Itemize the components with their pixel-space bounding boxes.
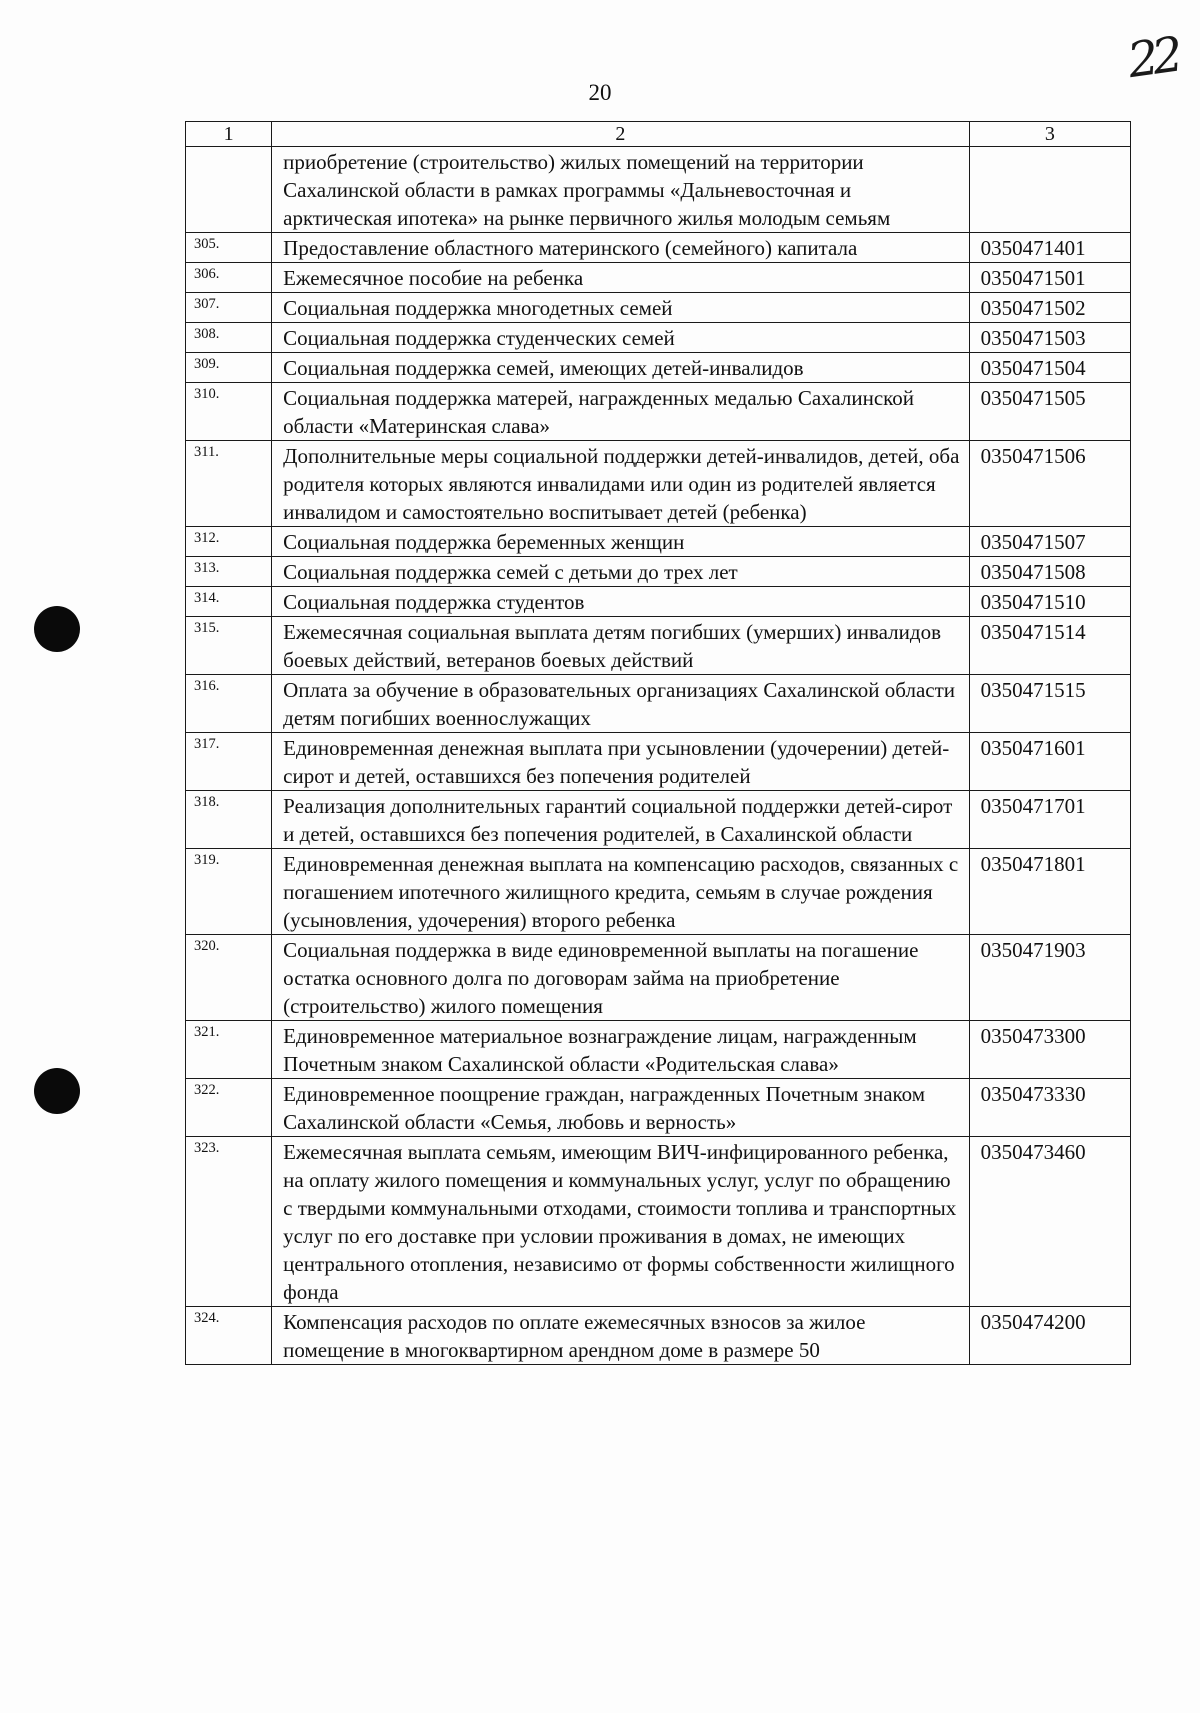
row-description: Предоставление областного материнского (семейного) капитала bbox=[272, 233, 969, 263]
row-description: Социальная поддержка матерей, награжденных медалью Сахалинской области «Материнская слава» bbox=[272, 383, 969, 441]
row-code: 0350471701 bbox=[969, 791, 1130, 849]
row-description: Социальная поддержка студенческих семей bbox=[272, 323, 969, 353]
table-row bbox=[186, 147, 1131, 233]
row-number: 318. bbox=[186, 791, 272, 849]
row-code: 0350471506 bbox=[969, 441, 1130, 527]
row-number: 323. bbox=[186, 1137, 272, 1307]
row-code: 0350471505 bbox=[969, 383, 1130, 441]
row-number: 313. bbox=[186, 557, 272, 587]
row-description: Единовременная денежная выплата на компенсацию расходов, связанных с погашением ипотечного жилищного кредита, семьям в случае рождения (усыновления, удочерения) второго ребенка bbox=[272, 849, 969, 935]
row-code: 0350471514 bbox=[969, 617, 1130, 675]
row-description: Оплата за обучение в образовательных организациях Сахалинской области детям погибших военнослужащих bbox=[272, 675, 969, 733]
table-row bbox=[186, 1021, 1131, 1079]
row-code: 0350473330 bbox=[969, 1079, 1130, 1137]
row-code: 0350473300 bbox=[969, 1021, 1130, 1079]
row-code: 0350471502 bbox=[969, 293, 1130, 323]
row-description: Дополнительные меры социальной поддержки детей-инвалидов, детей, оба родителя которых являются инвалидами или один из родителей является инвалидом и самостоятельно воспитывает детей (ребенка) bbox=[272, 441, 969, 527]
punch-hole bbox=[34, 606, 80, 652]
row-description: Социальная поддержка многодетных семей bbox=[272, 293, 969, 323]
row-code: 0350471507 bbox=[969, 527, 1130, 557]
row-code: 0350471501 bbox=[969, 263, 1130, 293]
row-description: Ежемесячная выплата семьям, имеющим ВИЧ-инфицированного ребенка, на оплату жилого помещения и коммунальных услуг, услуг по обращению с твердыми коммунальными отходами, стоимости топлива и транспортных услуг по его доставке при условии проживания в домах, не имеющих центрального отопления, независимо от формы собственности жилищного фонда bbox=[272, 1137, 969, 1307]
row-code: 0350471504 bbox=[969, 353, 1130, 383]
row-number: 308. bbox=[186, 323, 272, 353]
page-number: 20 bbox=[588, 80, 612, 105]
row-description: Единовременное материальное вознаграждение лицам, награжденным Почетным знаком Сахалинской области «Родительская слава» bbox=[272, 1021, 969, 1079]
row-description: Социальная поддержка семей, имеющих детей-инвалидов bbox=[272, 353, 969, 383]
table-row bbox=[186, 557, 1131, 587]
row-description: Социальная поддержка семей с детьми до трех лет bbox=[272, 557, 969, 587]
table-row bbox=[186, 263, 1131, 293]
row-number: 307. bbox=[186, 293, 272, 323]
row-description: Единовременное поощрение граждан, награжденных Почетным знаком Сахалинской области «Семья, любовь и верность» bbox=[272, 1079, 969, 1137]
column-header-code: 3 bbox=[969, 122, 1130, 147]
column-header-number: 1 bbox=[186, 122, 272, 147]
table-row bbox=[186, 441, 1131, 527]
table-row bbox=[186, 675, 1131, 733]
row-number: 317. bbox=[186, 733, 272, 791]
row-number: 316. bbox=[186, 675, 272, 733]
table-row bbox=[186, 527, 1131, 557]
row-code: 0350471801 bbox=[969, 849, 1130, 935]
table-header-row bbox=[186, 122, 1131, 147]
row-number bbox=[186, 147, 272, 233]
row-number: 314. bbox=[186, 587, 272, 617]
row-number: 320. bbox=[186, 935, 272, 1021]
handwritten-page-mark: 22 bbox=[1124, 26, 1181, 90]
row-code: 0350474200 bbox=[969, 1307, 1130, 1365]
table-body bbox=[186, 147, 1131, 1365]
row-description: Социальная поддержка в виде единовременной выплаты на погашение остатка основного долга по договорам займа на приобретение (строительство) жилого помещения bbox=[272, 935, 969, 1021]
table-row bbox=[186, 1137, 1131, 1307]
row-description: Реализация дополнительных гарантий социальной поддержки детей-сирот и детей, оставшихся без попечения родителей, в Сахалинской области bbox=[272, 791, 969, 849]
row-code bbox=[969, 147, 1130, 233]
row-number: 322. bbox=[186, 1079, 272, 1137]
row-description: Ежемесячная социальная выплата детям погибших (умерших) инвалидов боевых действий, ветеранов боевых действий bbox=[272, 617, 969, 675]
table-row bbox=[186, 791, 1131, 849]
table-row bbox=[186, 353, 1131, 383]
row-number: 324. bbox=[186, 1307, 272, 1365]
row-number: 315. bbox=[186, 617, 272, 675]
row-number: 310. bbox=[186, 383, 272, 441]
budget-codes-table bbox=[185, 121, 1131, 1365]
row-description: Единовременная денежная выплата при усыновлении (удочерении) детей-сирот и детей, оставшихся без попечения родителей bbox=[272, 733, 969, 791]
row-code: 0350471401 bbox=[969, 233, 1130, 263]
table-row bbox=[186, 1079, 1131, 1137]
row-number: 306. bbox=[186, 263, 272, 293]
row-description: приобретение (строительство) жилых помещений на территории Сахалинской области в рамках программы «Дальневосточная и арктическая ипотека» на рынке первичного жилья молодым семьям bbox=[272, 147, 969, 233]
row-description: Социальная поддержка студентов bbox=[272, 587, 969, 617]
table-row bbox=[186, 293, 1131, 323]
table-row bbox=[186, 849, 1131, 935]
table-row bbox=[186, 587, 1131, 617]
table-row bbox=[186, 935, 1131, 1021]
row-code: 0350473460 bbox=[969, 1137, 1130, 1307]
table-row bbox=[186, 323, 1131, 353]
table-row bbox=[186, 383, 1131, 441]
row-code: 0350471503 bbox=[969, 323, 1130, 353]
row-number: 319. bbox=[186, 849, 272, 935]
table-row bbox=[186, 1307, 1131, 1365]
punch-hole bbox=[34, 1068, 80, 1114]
row-description: Ежемесячное пособие на ребенка bbox=[272, 263, 969, 293]
row-code: 0350471903 bbox=[969, 935, 1130, 1021]
row-code: 0350471515 bbox=[969, 675, 1130, 733]
row-number: 311. bbox=[186, 441, 272, 527]
row-code: 0350471601 bbox=[969, 733, 1130, 791]
row-code: 0350471508 bbox=[969, 557, 1130, 587]
row-description: Социальная поддержка беременных женщин bbox=[272, 527, 969, 557]
row-number: 305. bbox=[186, 233, 272, 263]
table-row bbox=[186, 617, 1131, 675]
row-number: 309. bbox=[186, 353, 272, 383]
row-number: 312. bbox=[186, 527, 272, 557]
table-row bbox=[186, 233, 1131, 263]
table-row bbox=[186, 733, 1131, 791]
row-description: Компенсация расходов по оплате ежемесячных взносов за жилое помещение в многоквартирном арендном доме в размере 50 bbox=[272, 1307, 969, 1365]
row-number: 321. bbox=[186, 1021, 272, 1079]
row-code: 0350471510 bbox=[969, 587, 1130, 617]
column-header-name: 2 bbox=[272, 122, 969, 147]
